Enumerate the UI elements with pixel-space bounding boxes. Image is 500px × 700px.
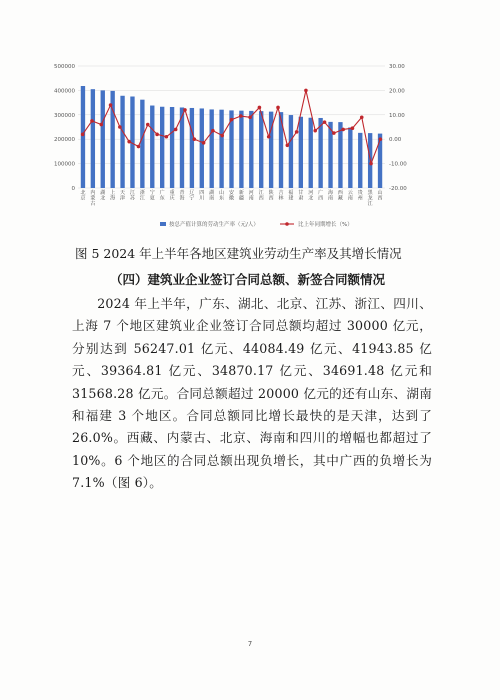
bar: [101, 90, 105, 188]
category-label: 云南: [347, 190, 353, 202]
category-label: 浙江: [139, 190, 145, 202]
growth-point: [127, 140, 131, 144]
category-label: 山西: [377, 190, 383, 202]
figure-caption: 图 5 2024 年上半年各地区建筑业劳动生产率及其增长情况: [75, 246, 402, 261]
category-label: 宁夏: [149, 190, 155, 202]
bar: [150, 106, 154, 188]
y2-tick-label: -20.00: [389, 186, 407, 192]
bar: [190, 108, 194, 188]
bar: [170, 107, 174, 188]
growth-point: [90, 119, 94, 123]
growth-point: [202, 141, 206, 145]
category-label: 重庆: [169, 190, 175, 202]
category-label: 湖南: [209, 190, 215, 202]
growth-point: [258, 106, 262, 110]
growth-point: [137, 145, 141, 149]
bar: [358, 133, 362, 188]
category-label: 江西: [258, 190, 264, 202]
growth-point: [183, 108, 187, 112]
labor-productivity-chart: [40, 58, 450, 238]
bar: [81, 86, 85, 188]
growth-point: [267, 135, 271, 139]
category-label: 黑龙江: [367, 190, 373, 207]
growth-point: [81, 133, 85, 137]
category-label: 青海: [179, 190, 185, 202]
growth-point: [230, 118, 234, 122]
y-tick-label: 300000: [54, 112, 75, 119]
growth-point: [304, 89, 308, 93]
y-tick-label: 200000: [54, 137, 75, 144]
growth-point: [323, 120, 327, 124]
growth-point: [211, 129, 215, 133]
category-label: 北京: [80, 190, 86, 202]
bar: [239, 111, 243, 188]
growth-point: [248, 115, 252, 119]
growth-point: [165, 135, 169, 139]
growth-point: [295, 130, 299, 134]
category-label: 新疆: [238, 190, 244, 202]
growth-point: [118, 125, 122, 129]
bar: [299, 117, 303, 188]
category-label: 湖北: [100, 190, 106, 202]
growth-point: [360, 115, 364, 119]
growth-point: [369, 162, 373, 166]
legend-line-marker: [285, 222, 289, 226]
category-label: 甘肃: [298, 190, 304, 202]
bar: [219, 110, 223, 188]
bar: [309, 118, 313, 188]
bar: [259, 111, 263, 188]
category-label: 河北: [308, 190, 314, 202]
growth-point: [146, 123, 150, 127]
growth-point: [313, 129, 317, 133]
bar: [200, 108, 204, 188]
bar: [91, 89, 95, 188]
bar: [338, 122, 342, 188]
bar: [318, 118, 322, 188]
category-label: 吉林: [278, 190, 284, 202]
growth-point: [286, 144, 290, 148]
bar: [120, 96, 124, 188]
y-tick-label: 500000: [54, 64, 75, 70]
bar: [279, 112, 283, 188]
growth-point: [276, 106, 280, 110]
growth-point: [174, 128, 178, 132]
body-text: [72, 293, 432, 495]
bar: [348, 127, 352, 188]
growth-point: [192, 137, 196, 141]
bar: [210, 109, 214, 188]
category-label: 安徽: [228, 190, 235, 202]
category-label: 广东: [159, 190, 165, 202]
bar: [378, 134, 382, 188]
category-label: 陕西: [268, 190, 274, 202]
growth-point: [239, 114, 243, 118]
legend-bar-label: 按总产值计算的劳动生产率（元/人）: [169, 222, 259, 228]
bar: [249, 111, 253, 188]
y2-tick-label: 0.00: [389, 137, 402, 144]
growth-point: [99, 123, 103, 127]
category-label: 广西: [318, 190, 324, 202]
bar: [140, 100, 144, 188]
category-label: 西藏: [337, 190, 343, 202]
category-label: 海南: [328, 190, 334, 202]
category-label: 河南: [248, 190, 254, 202]
growth-point: [220, 134, 224, 138]
category-label: 贵州: [357, 190, 363, 202]
page-number: 7: [247, 640, 253, 648]
growth-point: [351, 126, 355, 130]
category-label: 内蒙古: [90, 190, 96, 207]
legend-bar-swatch: [160, 222, 166, 226]
legend-line-label: 比上年同期增长（%）: [298, 222, 353, 228]
section-heading: （四）建筑业企业签订合同总额、新签合同额情况: [110, 272, 386, 287]
chart-svg: [40, 58, 450, 238]
category-label: 上海: [110, 190, 116, 202]
y2-tick-label: 30.00: [389, 64, 405, 70]
category-label: 天津: [120, 190, 126, 202]
growth-point: [379, 137, 383, 141]
y-tick-label: 100000: [54, 161, 75, 168]
category-label: 山东: [219, 190, 225, 202]
growth-point: [341, 128, 345, 132]
bar: [289, 115, 293, 188]
y-tick-label: 400000: [54, 88, 75, 95]
bar: [160, 107, 164, 188]
body-paragraph: 2024 年上半年，广东、湖北、北京、江苏、浙江、四川、上海 7 个地区建筑业企业签订合同总额均超过 30000 亿元，分别达到 56247.01 亿元、44084.49 亿元、41943.85 亿元、39364.81 亿元、34870.17 亿元、34691.48 亿元和 31568.28 亿元。合同总额超过 20000 亿元的还有山东、湖南和福建 3 个地区。合同总额同比增长最快的是天津，达到了 26.0%。西藏、内蒙古、北京、海南和四川的增幅也都超过了 10%。6 个地区的合同总额出现负增长，其中广西的负增长为 7.1%（图 6）。: [72, 296, 432, 491]
category-label: 辽宁: [189, 190, 195, 202]
category-label: 江苏: [129, 190, 135, 202]
growth-point: [155, 133, 159, 137]
growth-point: [332, 131, 336, 135]
y-tick-label: 0: [71, 186, 75, 192]
y2-tick-label: -10.00: [389, 161, 407, 168]
y2-tick-label: 20.00: [389, 88, 405, 95]
category-label: 四川: [199, 190, 205, 202]
growth-point: [109, 103, 113, 107]
y2-tick-label: 10.00: [389, 112, 405, 119]
category-label: 福建: [288, 190, 294, 202]
